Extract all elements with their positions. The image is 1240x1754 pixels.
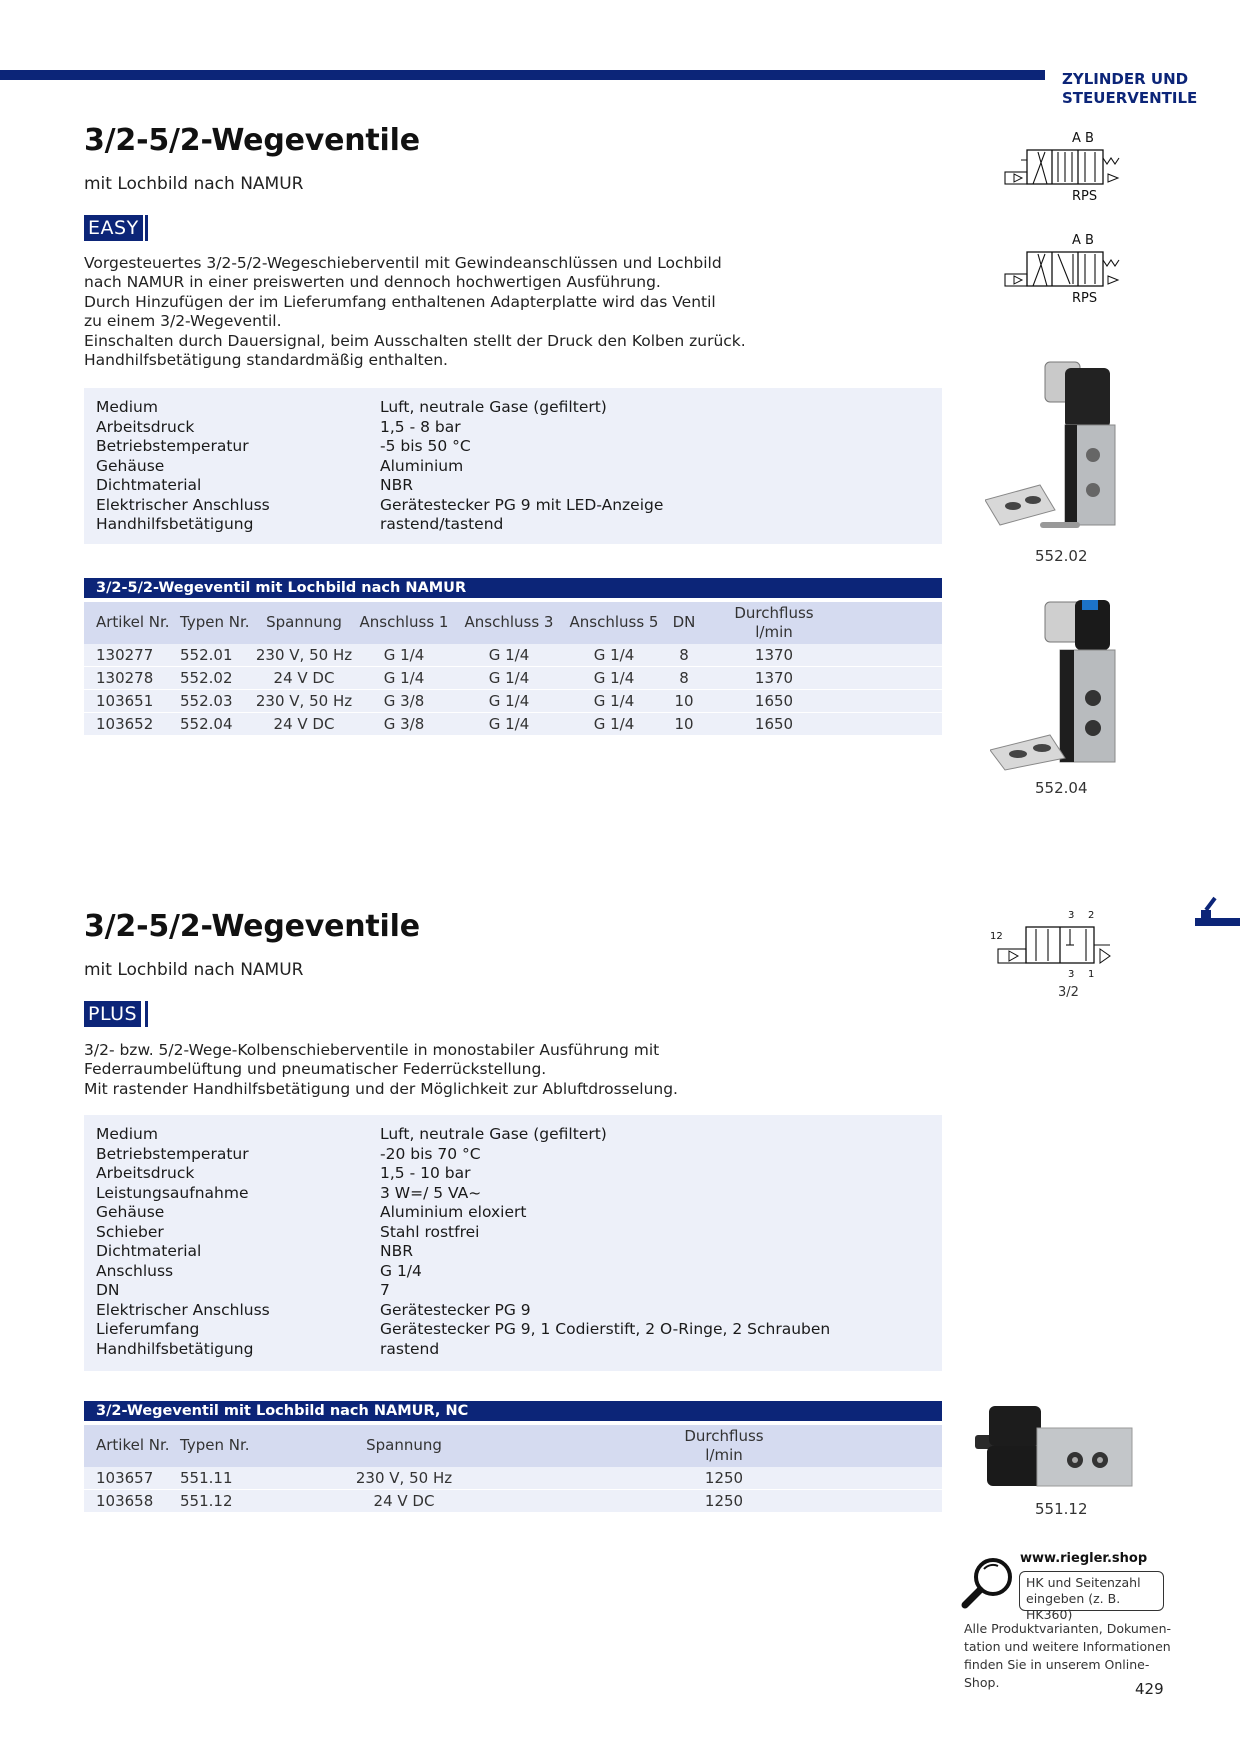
spec-value: Aluminium xyxy=(380,456,464,475)
magnifier-icon xyxy=(960,1555,1018,1611)
th-spannung: Spannung xyxy=(366,1436,442,1454)
spec-label: Elektrischer Anschluss xyxy=(96,495,270,514)
product2-badge-plus: PLUS xyxy=(84,1001,141,1027)
table-row: 103652 552.04 24 V DC G 3/8 G 1/4 G 1/4 10 1650 xyxy=(84,713,942,735)
spec-value: 3 W=/ 5 VA~ xyxy=(380,1183,482,1202)
spec-value: 1,5 - 10 bar xyxy=(380,1164,471,1182)
spec-value: Gerätestecker PG 9 mit LED-Anzeige xyxy=(380,495,664,514)
spec-value: NBR xyxy=(380,1242,413,1260)
product2-table-title: 3/2-Wegeventil mit Lochbild nach NAMUR, NC xyxy=(84,1401,942,1421)
cylinder-tab-icon xyxy=(1195,896,1240,932)
symbol-label-ab: A B xyxy=(1072,131,1094,146)
th-lmin: l/min xyxy=(705,1446,743,1464)
th-durchfluss: Durchfluss xyxy=(684,1427,764,1445)
spec-label: Lieferumfang xyxy=(96,1320,200,1338)
product2-description: 3/2- bzw. 5/2-Wege-Kolbenschieberventile in monostabiler Ausführung mit Federraumbelüftung und pneumatischer Federrückstellung. Mit rastender Handhilfsbetätigung und der Möglichkeit zur Abluftdrosselung. xyxy=(84,1041,678,1098)
product-photo-552-04 xyxy=(990,600,1130,772)
spec-value: Luft, neutrale Gase (gefiltert) xyxy=(380,1125,607,1143)
spec-value: Gerätestecker PG 9, 1 Codierstift, 2 O-Ringe, 2 Schrauben xyxy=(380,1320,831,1338)
spec-label: DN xyxy=(96,1281,120,1299)
th-anschluss5: Anschluss 5 xyxy=(569,613,659,631)
spec-value: 1,5 - 8 bar xyxy=(380,417,461,436)
svg-text:2: 2 xyxy=(1088,910,1095,921)
spec-label: Elektrischer Anschluss xyxy=(96,1300,270,1319)
spec-label: Medium xyxy=(96,398,158,416)
th-durchfluss: Durchfluss xyxy=(734,604,814,622)
product1-table-title: 3/2-5/2-Wegeventil mit Lochbild nach NAMUR xyxy=(84,578,942,598)
symbol-label-ab: A B xyxy=(1072,233,1094,248)
spec-value: Aluminium eloxiert xyxy=(380,1203,527,1221)
caption-552-04: 552.04 xyxy=(1035,779,1088,797)
th-dn: DN xyxy=(672,613,696,631)
section-label: ZYLINDER UND STEUERVENTILE xyxy=(1062,70,1198,107)
th-anschluss3: Anschluss 3 xyxy=(464,613,554,631)
table-row: 103658 551.12 24 V DC 1250 xyxy=(84,1490,942,1512)
product2-badge-bar xyxy=(145,1001,148,1027)
th-spannung: Spannung xyxy=(266,613,342,631)
spec-value: -5 bis 50 °C xyxy=(380,437,471,455)
spec-label: Gehäuse xyxy=(96,1203,165,1221)
table-row: 130278 552.02 24 V DC G 1/4 G 1/4 G 1/4 8 1370 xyxy=(84,667,942,689)
th-artikel: Artikel Nr. xyxy=(96,1436,170,1454)
page-number: 429 xyxy=(1135,1680,1164,1698)
product2-spec-box xyxy=(84,1115,942,1371)
spec-label: Arbeitsdruck xyxy=(96,417,195,436)
valve-symbol-3-2 xyxy=(1000,232,1125,304)
spec-value: Luft, neutrale Gase (gefiltert) xyxy=(380,398,607,416)
th-anschluss1: Anschluss 1 xyxy=(359,613,449,631)
spec-value: G 1/4 xyxy=(380,1261,422,1280)
spec-value: Stahl rostfrei xyxy=(380,1222,480,1241)
caption-551-12: 551.12 xyxy=(1035,1500,1088,1518)
product1-description: Vorgesteuertes 3/2-5/2-Wegeschieberventil mit Gewindeanschlüssen und Lochbild nach NAMUR in einer preiswerten und dennoch hochwertigen Ausführung. Durch Hinzufügen der im Lieferumfang enthaltenen Adapterplatte wird das Ventil zu einem 3/2-Wegeventil. Einschalten durch Dauersignal, beim Ausschalten stellt der Druck den Kolben zurück. Handhilfsbetätigung standardmäßig enthalten. xyxy=(84,254,746,370)
spec-label: Handhilfsbetätigung xyxy=(96,1339,254,1358)
spec-label: Dichtmaterial xyxy=(96,1242,202,1260)
spec-label: Anschluss xyxy=(96,1261,174,1280)
symbol-label-rps: RPS xyxy=(1072,291,1098,304)
spec-value: -20 bis 70 °C xyxy=(380,1144,481,1163)
th-typen: Typen Nr. xyxy=(180,613,250,631)
svg-text:1: 1 xyxy=(1088,969,1095,980)
product-photo-552-02 xyxy=(985,360,1125,540)
spec-label: Dichtmaterial xyxy=(96,476,202,494)
table-row: 103651 552.03 230 V, 50 Hz G 3/8 G 1/4 G 1/4 10 1650 xyxy=(84,690,942,712)
product1-table-header xyxy=(84,602,942,644)
shop-search-hint: HK und Seitenzahl eingeben (z. B. HK360) xyxy=(1019,1571,1164,1611)
spec-label: Schieber xyxy=(96,1222,164,1241)
spec-value: rastend xyxy=(380,1339,440,1358)
spec-label: Handhilfsbetätigung xyxy=(96,515,254,533)
spec-label: Gehäuse xyxy=(96,456,165,475)
spec-label: Leistungsaufnahme xyxy=(96,1183,249,1202)
svg-text:3: 3 xyxy=(1068,969,1075,980)
spec-label: Arbeitsdruck xyxy=(96,1164,195,1182)
th-artikel: Artikel Nr. xyxy=(96,613,170,631)
svg-text:3: 3 xyxy=(1068,910,1075,921)
th-typen: Typen Nr. xyxy=(180,1436,250,1454)
th-lmin: l/min xyxy=(755,623,793,641)
symbol-label-rps: RPS xyxy=(1072,189,1098,202)
product2-title: 3/2-5/2-Wegeventile xyxy=(84,909,420,944)
product2-subtitle: mit Lochbild nach NAMUR xyxy=(84,960,304,980)
caption-552-02: 552.02 xyxy=(1035,547,1088,565)
spec-value: 7 xyxy=(380,1281,390,1299)
product1-badge-bar xyxy=(145,215,148,241)
spec-value: rastend/tastend xyxy=(380,515,504,533)
symbol-caption-3-2: 3/2 xyxy=(1058,985,1079,1000)
shop-url-link[interactable]: www.riegler.shop xyxy=(1020,1551,1148,1566)
spec-label: Betriebstemperatur xyxy=(96,1144,249,1163)
product2-table-header xyxy=(84,1425,942,1467)
spec-label: Medium xyxy=(96,1125,158,1143)
table-row: 130277 552.01 230 V, 50 Hz G 1/4 G 1/4 G 1/4 8 1370 xyxy=(84,644,942,666)
spec-value: NBR xyxy=(380,476,413,494)
header-bar xyxy=(0,70,1045,80)
valve-symbol-5-2 xyxy=(1000,130,1125,202)
spec-label: Betriebstemperatur xyxy=(96,437,249,455)
product1-subtitle: mit Lochbild nach NAMUR xyxy=(84,174,304,194)
product1-spec-box xyxy=(84,388,942,544)
table-row: 103657 551.11 230 V, 50 Hz 1250 xyxy=(84,1467,942,1489)
product1-title: 3/2-5/2-Wegeventile xyxy=(84,123,420,158)
svg-text:12: 12 xyxy=(990,931,1003,942)
spec-value: Gerätestecker PG 9 xyxy=(380,1300,531,1319)
product-photo-551-12 xyxy=(975,1400,1140,1495)
shop-note: Alle Produktvarianten, Dokumen- tation und weitere Informationen finden Sie in unserem Online-Shop. xyxy=(964,1621,1172,1690)
product1-badge-easy: EASY xyxy=(84,215,143,241)
